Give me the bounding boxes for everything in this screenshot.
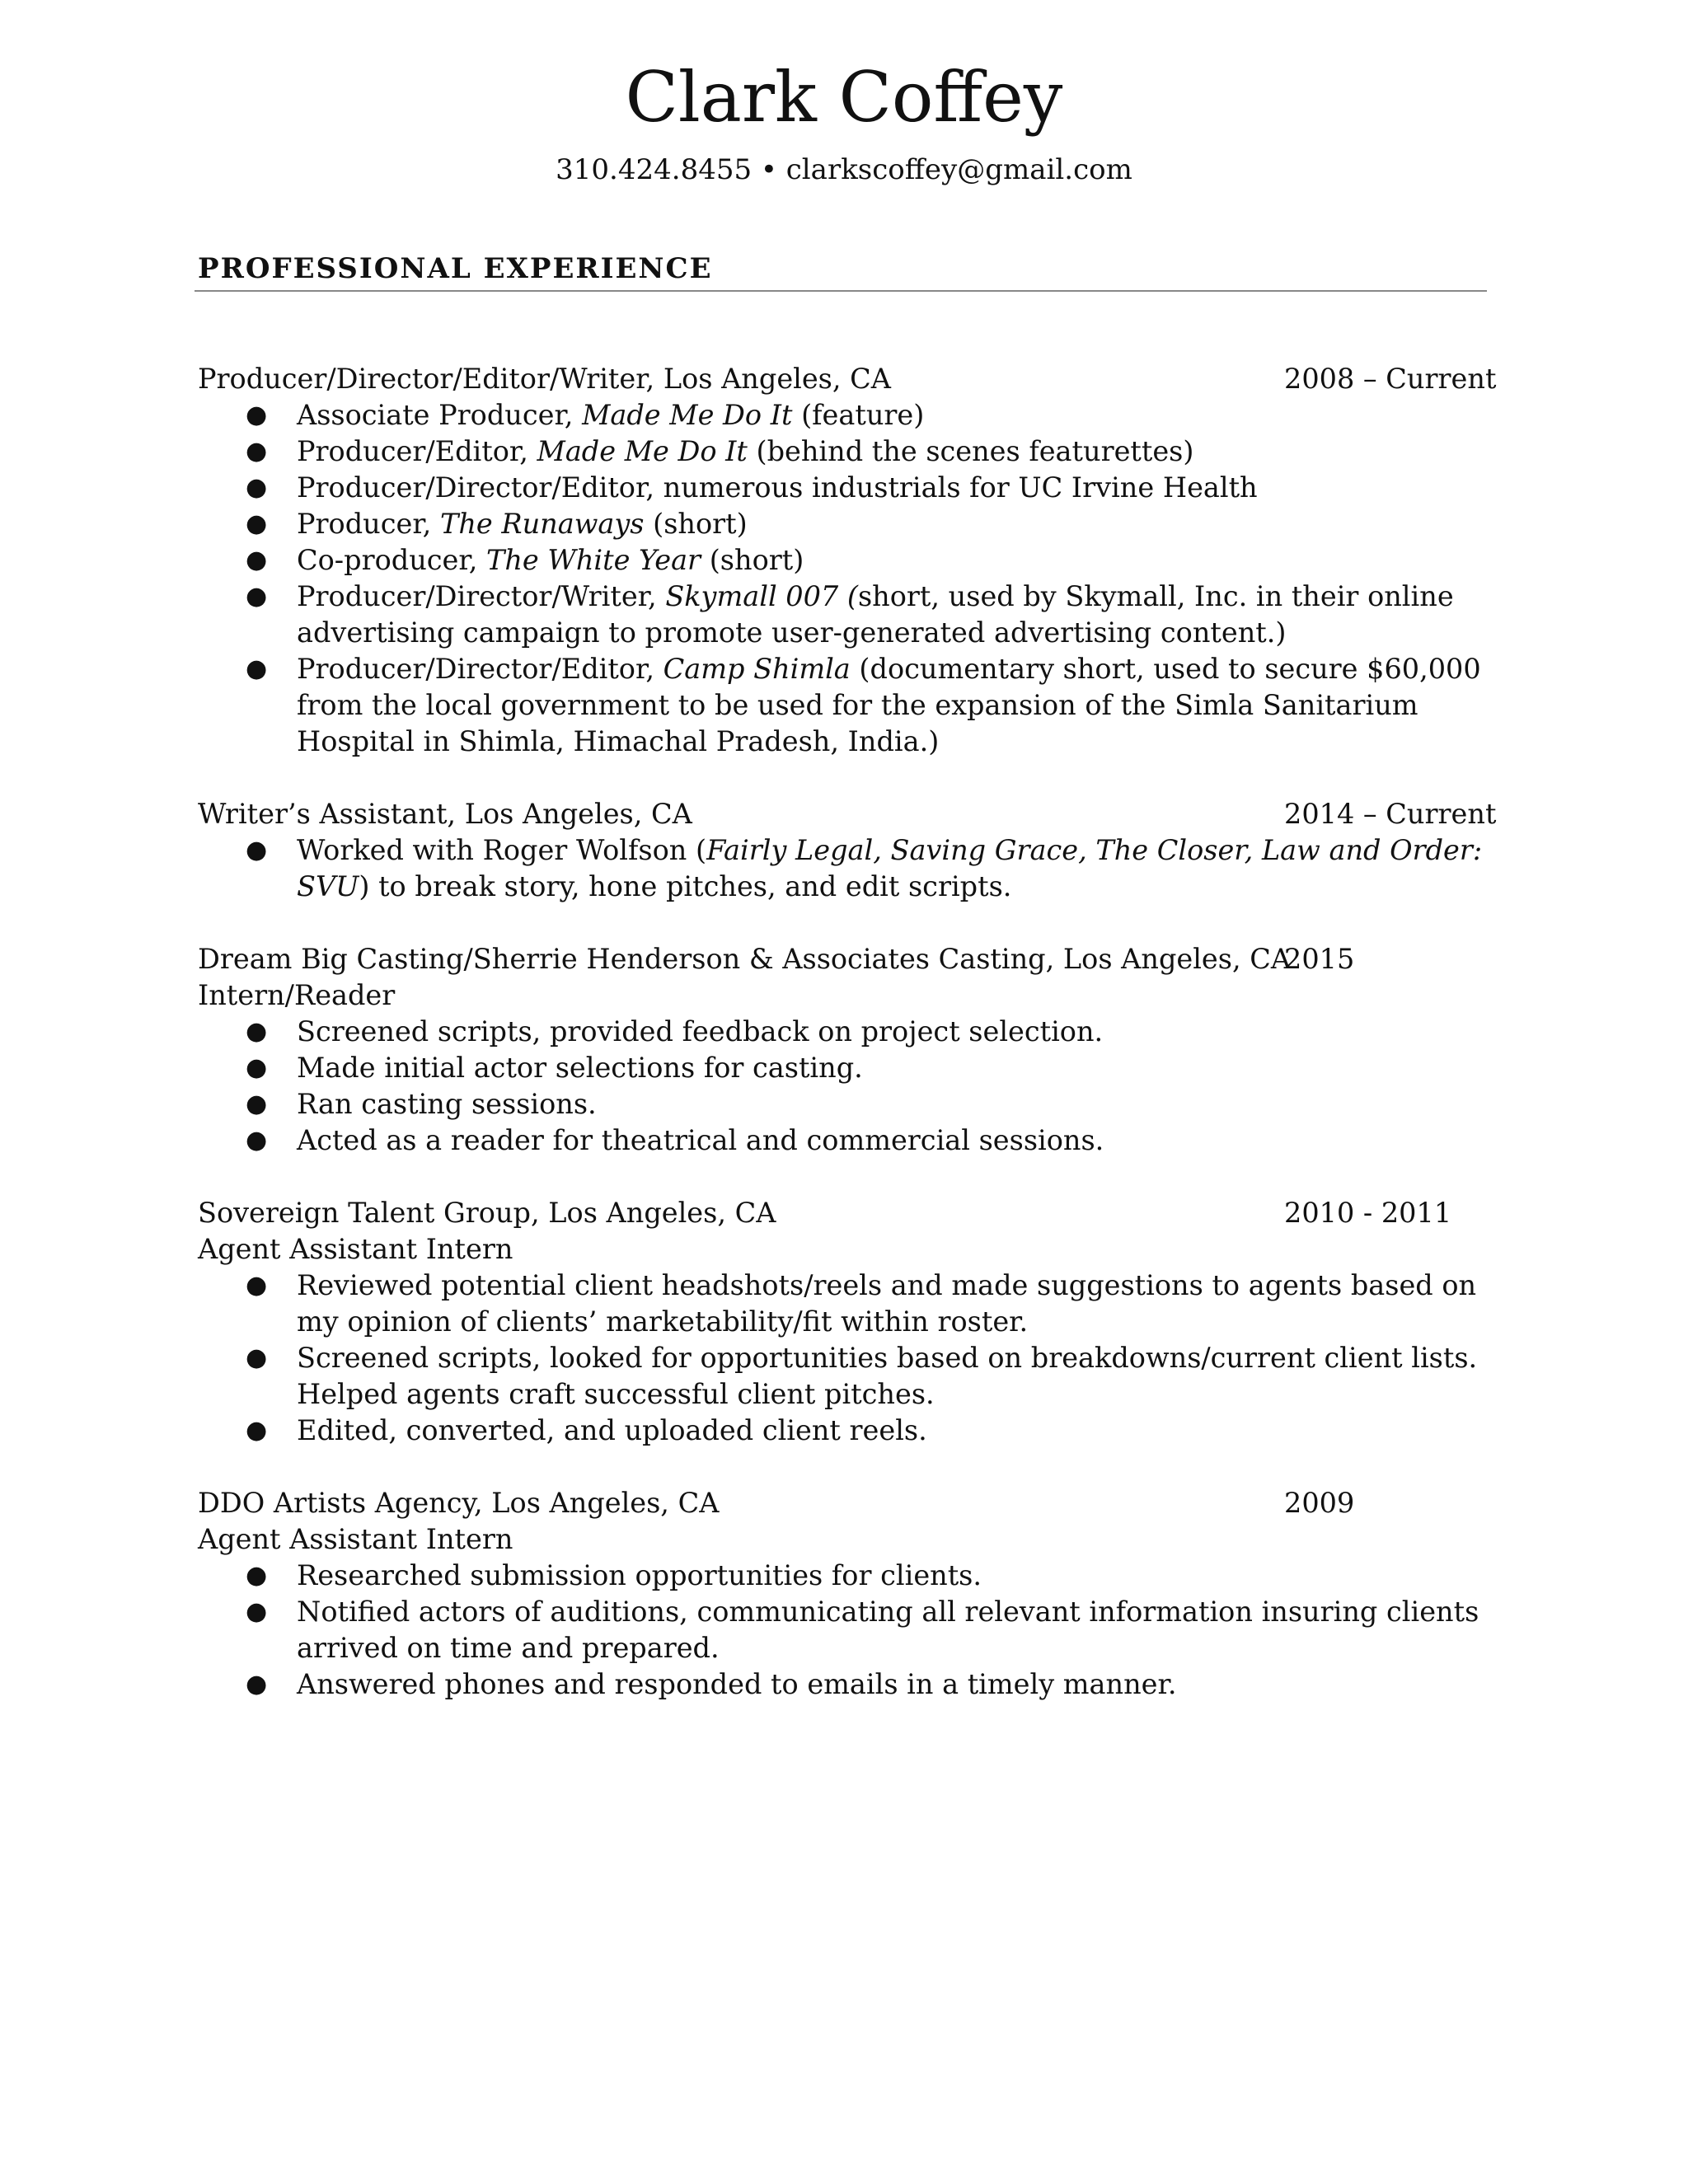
bullet-dot-icon: ● bbox=[246, 437, 268, 466]
experience-list bbox=[198, 361, 1497, 1739]
entry-dates: 2014 – Current bbox=[1284, 798, 1497, 830]
bullet-dot-icon: ● bbox=[246, 1017, 268, 1046]
entry-header bbox=[198, 361, 1497, 397]
bullet-item bbox=[198, 1666, 1484, 1703]
entry-dates: 2008 – Current bbox=[1284, 363, 1497, 395]
bullet-item bbox=[198, 470, 1484, 506]
bullet-item bbox=[198, 651, 1484, 760]
bullet-text: Producer/Director/Editor, bbox=[297, 653, 663, 685]
bullet-item bbox=[198, 397, 1484, 434]
bullet-dot-icon: ● bbox=[246, 1126, 268, 1155]
bullet-title-italic: Camp Shimla bbox=[663, 653, 851, 685]
entry-organization: Writer’s Assistant, Los Angeles, CA bbox=[198, 798, 692, 830]
bullet-dot-icon: ● bbox=[246, 509, 268, 538]
bullet-dot-icon: ● bbox=[246, 546, 268, 574]
bullet-text: Producer/Editor, bbox=[297, 435, 537, 467]
bullet-text: Researched submission opportunities for clients. bbox=[297, 1559, 982, 1591]
bullet-dot-icon: ● bbox=[246, 473, 268, 502]
bullet-item bbox=[198, 1086, 1484, 1122]
entry-dates: 2010 - 2011 bbox=[1284, 1197, 1452, 1229]
bullet-text: Co-producer, bbox=[297, 544, 486, 576]
bullet-title-italic: Fairly Legal, Saving Grace, The Closer, Law and Order: SVU bbox=[297, 834, 1483, 902]
bullet-text: Screened scripts, provided feedback on project selection. bbox=[297, 1015, 1104, 1047]
bullet-title-italic: The Runaways bbox=[439, 508, 645, 540]
bullet-title-italic: The White Year bbox=[486, 544, 701, 576]
bullet-item bbox=[198, 434, 1484, 470]
bullet-list bbox=[198, 397, 1484, 760]
bullet-list bbox=[198, 1014, 1484, 1159]
bullet-text: ) to break story, hone pitches, and edit scripts. bbox=[359, 870, 1012, 902]
bullet-text: Ran casting sessions. bbox=[297, 1088, 597, 1120]
bullet-text: Producer, bbox=[297, 508, 440, 540]
resume-name: Clark Coffey bbox=[625, 57, 1063, 138]
entry-organization: Dream Big Casting/Sherrie Henderson & Associates Casting, Los Angeles, CA bbox=[198, 943, 1292, 975]
bullet-title-italic: Skymall 007 ( bbox=[665, 580, 858, 612]
entry-header bbox=[198, 1195, 1484, 1231]
bullet-dot-icon: ● bbox=[246, 1416, 268, 1445]
bullet-text: (behind the scenes featurettes) bbox=[747, 435, 1194, 467]
bullet-text: Made initial actor selections for casting. bbox=[297, 1052, 863, 1084]
bullet-text: Notified actors of auditions, communicating all relevant information insuring clients arrived on time and prepared. bbox=[297, 1596, 1479, 1664]
bullet-item bbox=[198, 1558, 1484, 1594]
bullet-text: (feature) bbox=[792, 399, 925, 431]
entry-role: Agent Assistant Intern bbox=[198, 1233, 513, 1265]
bullet-text: short, used by Skymall, Inc. in their online advertising campaign to promote user-generated advertising content.) bbox=[297, 580, 1454, 649]
bullet-dot-icon: ● bbox=[246, 654, 268, 683]
bullet-dot-icon: ● bbox=[246, 1053, 268, 1082]
bullet-list bbox=[198, 832, 1484, 905]
experience-entry bbox=[198, 361, 1497, 760]
entry-header bbox=[198, 941, 1484, 977]
bullet-dot-icon: ● bbox=[246, 1670, 268, 1699]
bullet-text: (short) bbox=[644, 508, 748, 540]
bullet-item bbox=[198, 832, 1484, 905]
bullet-list bbox=[198, 1268, 1484, 1449]
experience-entry bbox=[198, 1195, 1484, 1449]
bullet-text: Answered phones and responded to emails in a timely manner. bbox=[297, 1668, 1177, 1700]
bullet-text: Worked with Roger Wolfson ( bbox=[297, 834, 707, 866]
bullet-item bbox=[198, 579, 1484, 651]
bullet-item bbox=[198, 1340, 1484, 1413]
bullet-title-italic: Made Me Do It bbox=[537, 435, 748, 467]
bullet-dot-icon: ● bbox=[246, 1090, 268, 1118]
bullet-item bbox=[198, 506, 1484, 542]
bullet-text: Producer/Director/Writer, bbox=[297, 580, 666, 612]
bullet-item bbox=[198, 542, 1484, 579]
bullet-text: Reviewed potential client headshots/reels and made suggestions to agents based on my opinion of clients’ marketability/fit within roster. bbox=[297, 1269, 1477, 1338]
section-heading-experience: PROFESSIONAL EXPERIENCE bbox=[198, 252, 713, 285]
bullet-item bbox=[198, 1413, 1484, 1449]
entry-dates: 2015 bbox=[1284, 943, 1355, 975]
bullet-list bbox=[198, 1558, 1484, 1703]
bullet-dot-icon: ● bbox=[246, 1597, 268, 1626]
entry-organization: Producer/Director/Editor/Writer, Los Angeles, CA bbox=[198, 363, 892, 395]
bullet-text: Acted as a reader for theatrical and commercial sessions. bbox=[297, 1124, 1104, 1156]
entry-organization: Sovereign Talent Group, Los Angeles, CA bbox=[198, 1197, 776, 1229]
bullet-item bbox=[198, 1594, 1484, 1666]
bullet-item bbox=[198, 1050, 1484, 1086]
experience-entry bbox=[198, 941, 1484, 1159]
bullet-item bbox=[198, 1122, 1484, 1159]
bullet-dot-icon: ● bbox=[246, 582, 268, 611]
bullet-text: (short) bbox=[701, 544, 804, 576]
bullet-title-italic: Made Me Do It bbox=[582, 399, 793, 431]
entry-header bbox=[198, 1485, 1484, 1521]
bullet-dot-icon: ● bbox=[246, 401, 268, 429]
bullet-text: Producer/Director/Editor, numerous industrials for UC Irvine Health bbox=[297, 471, 1258, 504]
contact-info: 310.424.8455 • clarkscoffey@gmail.com bbox=[556, 153, 1132, 186]
bullet-text: Edited, converted, and uploaded client reels. bbox=[297, 1414, 927, 1446]
bullet-item bbox=[198, 1268, 1484, 1340]
bullet-dot-icon: ● bbox=[246, 1561, 268, 1590]
section-divider bbox=[195, 290, 1487, 292]
experience-entry bbox=[198, 796, 1497, 905]
bullet-dot-icon: ● bbox=[246, 1271, 268, 1300]
bullet-text: Screened scripts, looked for opportunities based on breakdowns/current client lists. Helped agents craft successful client pitches. bbox=[297, 1342, 1478, 1410]
bullet-dot-icon: ● bbox=[246, 836, 268, 865]
entry-dates: 2009 bbox=[1284, 1487, 1355, 1519]
entry-role: Agent Assistant Intern bbox=[198, 1523, 513, 1555]
bullet-text: (documentary short, used to secure $60,000 from the local government to be used for the expansion of the Simla Sanitarium Hospital in Shimla, Himachal Pradesh, India.) bbox=[297, 653, 1481, 757]
entry-role: Intern/Reader bbox=[198, 979, 396, 1011]
entry-header bbox=[198, 796, 1497, 832]
bullet-item bbox=[198, 1014, 1484, 1050]
entry-organization: DDO Artists Agency, Los Angeles, CA bbox=[198, 1487, 720, 1519]
experience-entry bbox=[198, 1485, 1484, 1703]
bullet-text: Associate Producer, bbox=[297, 399, 583, 431]
bullet-dot-icon: ● bbox=[246, 1343, 268, 1372]
